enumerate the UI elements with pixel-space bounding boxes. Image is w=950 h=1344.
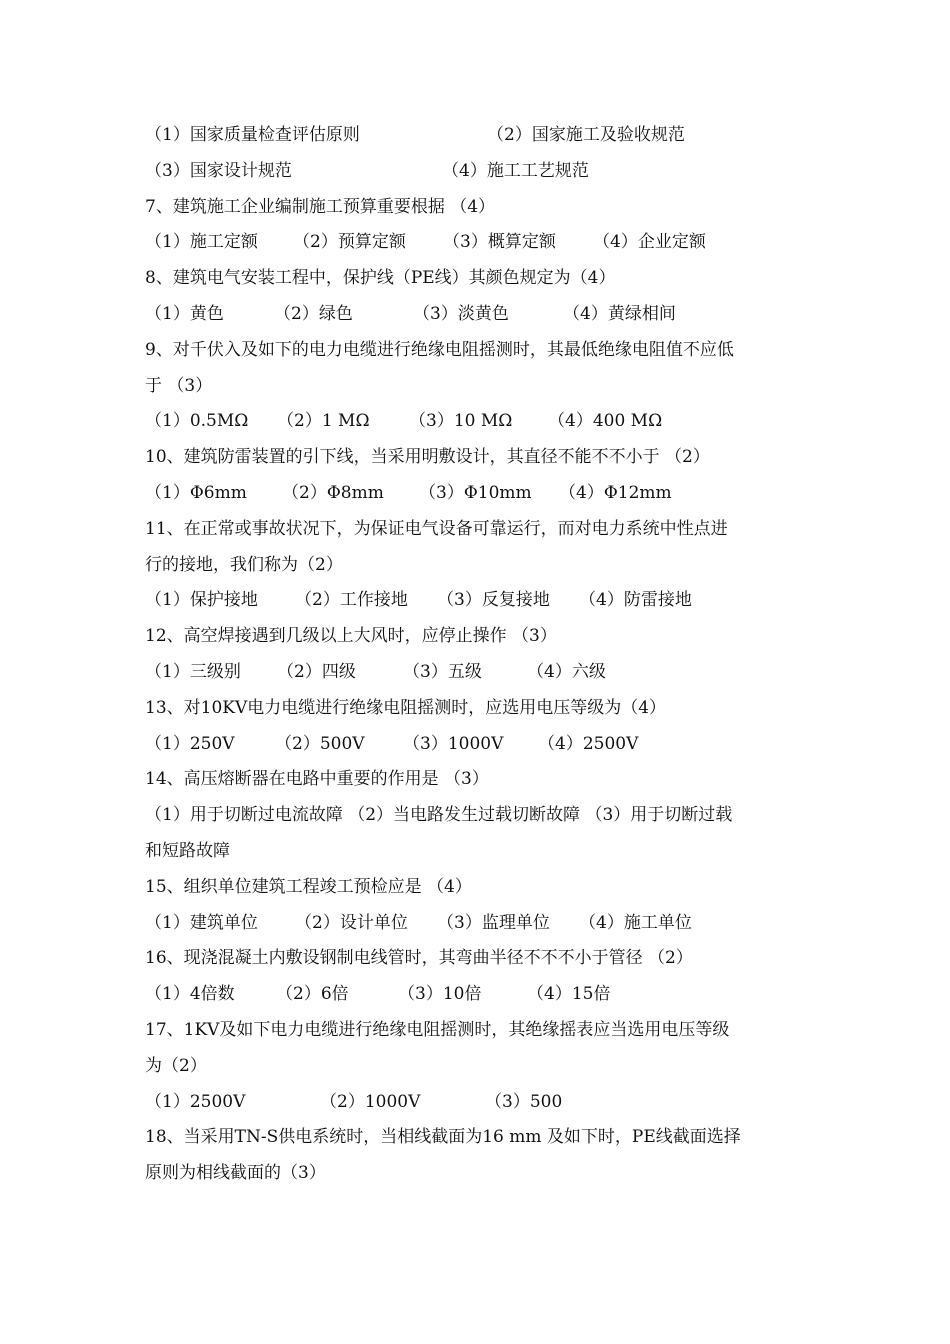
answer-option: （2）设计单位	[295, 912, 408, 933]
answer-option: （3）10 MΩ	[409, 411, 513, 432]
answer-option: （2）1000V	[320, 1091, 421, 1112]
answer-option: （1）2500V	[145, 1091, 246, 1112]
answer-option: （4）施工单位	[579, 912, 692, 933]
question-text-line: 8、建筑电气安装工程中，保护线（PE线）其颜色规定为（4）	[145, 268, 616, 289]
question-text-line: 7、建筑施工企业编制施工预算重要根据 （4）	[145, 196, 496, 217]
answer-option: （2）国家施工及验收规范	[487, 125, 685, 145]
question-text-line: 11、在正常或事故状况下，为保证电气设备可靠运行，而对电力系统中性点进	[145, 518, 728, 539]
answer-option: （3）500	[485, 1091, 563, 1112]
answer-option: （4）施工工艺规范	[442, 160, 589, 181]
question-list	[145, 118, 815, 1192]
answer-option: （3）10倍	[398, 984, 482, 1005]
answer-options-row	[145, 977, 815, 1013]
question-text-line: 10、建筑防雷装置的引下线，当采用明敷设计，其直径不能不不小于 （2）	[145, 447, 710, 468]
question-text-line: 16、现浇混凝土内敷设钢制电线管时，其弯曲半径不不不小于管径 （2）	[145, 948, 693, 969]
question-text-line: 17、1KV及如下电力电缆进行绝缘电阻摇测时，其绝缘摇表应当选用电压等级	[145, 1019, 730, 1040]
question-text-line: 行的接地，我们称为（2）	[145, 554, 343, 575]
answer-options-row	[145, 1085, 815, 1121]
answer-options-row	[145, 583, 815, 619]
answer-option: （3）监理单位	[437, 912, 550, 933]
answer-option: （1）0.5MΩ	[145, 411, 249, 432]
answer-options-row	[145, 118, 815, 154]
question-text-line: 原则为相线截面的（3）	[145, 1163, 326, 1184]
answer-option: （3）淡黄色	[413, 303, 509, 324]
question-text-line: 9、对千伏入及如下的电力电缆进行绝缘电阻摇测时，其最低绝缘电阻值不应低	[145, 339, 734, 360]
answer-options-row	[145, 297, 815, 333]
question-text-line: 18、当采用TN-S供电系统时，当相线截面为16 mm 及如下时，PE线截面选择	[145, 1127, 741, 1148]
answer-options-row	[145, 906, 815, 942]
answer-option: （2）工作接地	[295, 590, 408, 611]
question-text-line: （1）用于切断过电流故障 （2）当电路发生过载切断故障 （3）用于切断过载	[145, 805, 733, 826]
answer-option: （2）500V	[275, 733, 365, 754]
answer-option: （2）预算定额	[293, 232, 406, 253]
answer-option: （2）绿色	[274, 303, 353, 324]
answer-options-row	[145, 727, 815, 763]
answer-options-row	[145, 476, 815, 512]
answer-option: （1）三级别	[145, 661, 241, 682]
answer-option: （1）Φ6mm	[145, 482, 247, 503]
answer-option: （1）建筑单位	[145, 912, 258, 933]
answer-option: （4）Φ12mm	[559, 482, 672, 503]
answer-options-row	[145, 655, 815, 691]
answer-option: （3）五级	[403, 661, 482, 682]
answer-option: （3）概算定额	[443, 232, 556, 253]
answer-option: （4）2500V	[538, 733, 639, 754]
question-text-line: 14、高压熔断器在电路中重要的作用是 （3）	[145, 769, 489, 790]
answer-option: （1）保护接地	[145, 590, 258, 611]
answer-option: （2）Φ8mm	[282, 482, 384, 503]
answer-option: （4）400 MΩ	[548, 411, 663, 432]
question-text-line: 于 （3）	[145, 375, 213, 396]
answer-option: （1）4倍数	[145, 984, 235, 1005]
question-text-line: 和短路故障	[145, 840, 230, 861]
answer-option: （3）Φ10mm	[419, 482, 532, 503]
answer-options-row	[145, 225, 815, 261]
answer-options-row	[145, 154, 815, 190]
answer-option: （2）6倍	[276, 984, 349, 1005]
answer-option: （4）六级	[527, 661, 606, 682]
answer-option: （4）黄绿相间	[563, 303, 676, 324]
answer-options-row	[145, 404, 815, 440]
question-text-line: 12、高空焊接遇到几级以上大风时，应停止操作 （3）	[145, 626, 557, 647]
answer-option: （1）国家质量检查评估原则	[145, 125, 360, 145]
question-text-line: 13、对10KV电力电缆进行绝缘电阻摇测时，应选用电压等级为（4）	[145, 697, 667, 718]
answer-option: （2）四级	[277, 661, 356, 682]
answer-option: （2）1 MΩ	[277, 411, 370, 432]
answer-option: （4）企业定额	[593, 232, 706, 253]
answer-option: （1）黄色	[145, 303, 224, 324]
question-text-line: 15、组织单位建筑工程竣工预检应是 （4）	[145, 876, 472, 897]
question-text-line: 为（2）	[145, 1055, 207, 1076]
answer-option: （1）250V	[145, 733, 235, 754]
answer-option: （4）防雷接地	[579, 590, 692, 611]
answer-option: （1）施工定额	[145, 232, 258, 253]
answer-option: （3）1000V	[403, 733, 504, 754]
answer-option: （3）反复接地	[437, 590, 550, 611]
answer-option: （3）国家设计规范	[145, 160, 292, 181]
answer-option: （4）15倍	[527, 984, 611, 1005]
